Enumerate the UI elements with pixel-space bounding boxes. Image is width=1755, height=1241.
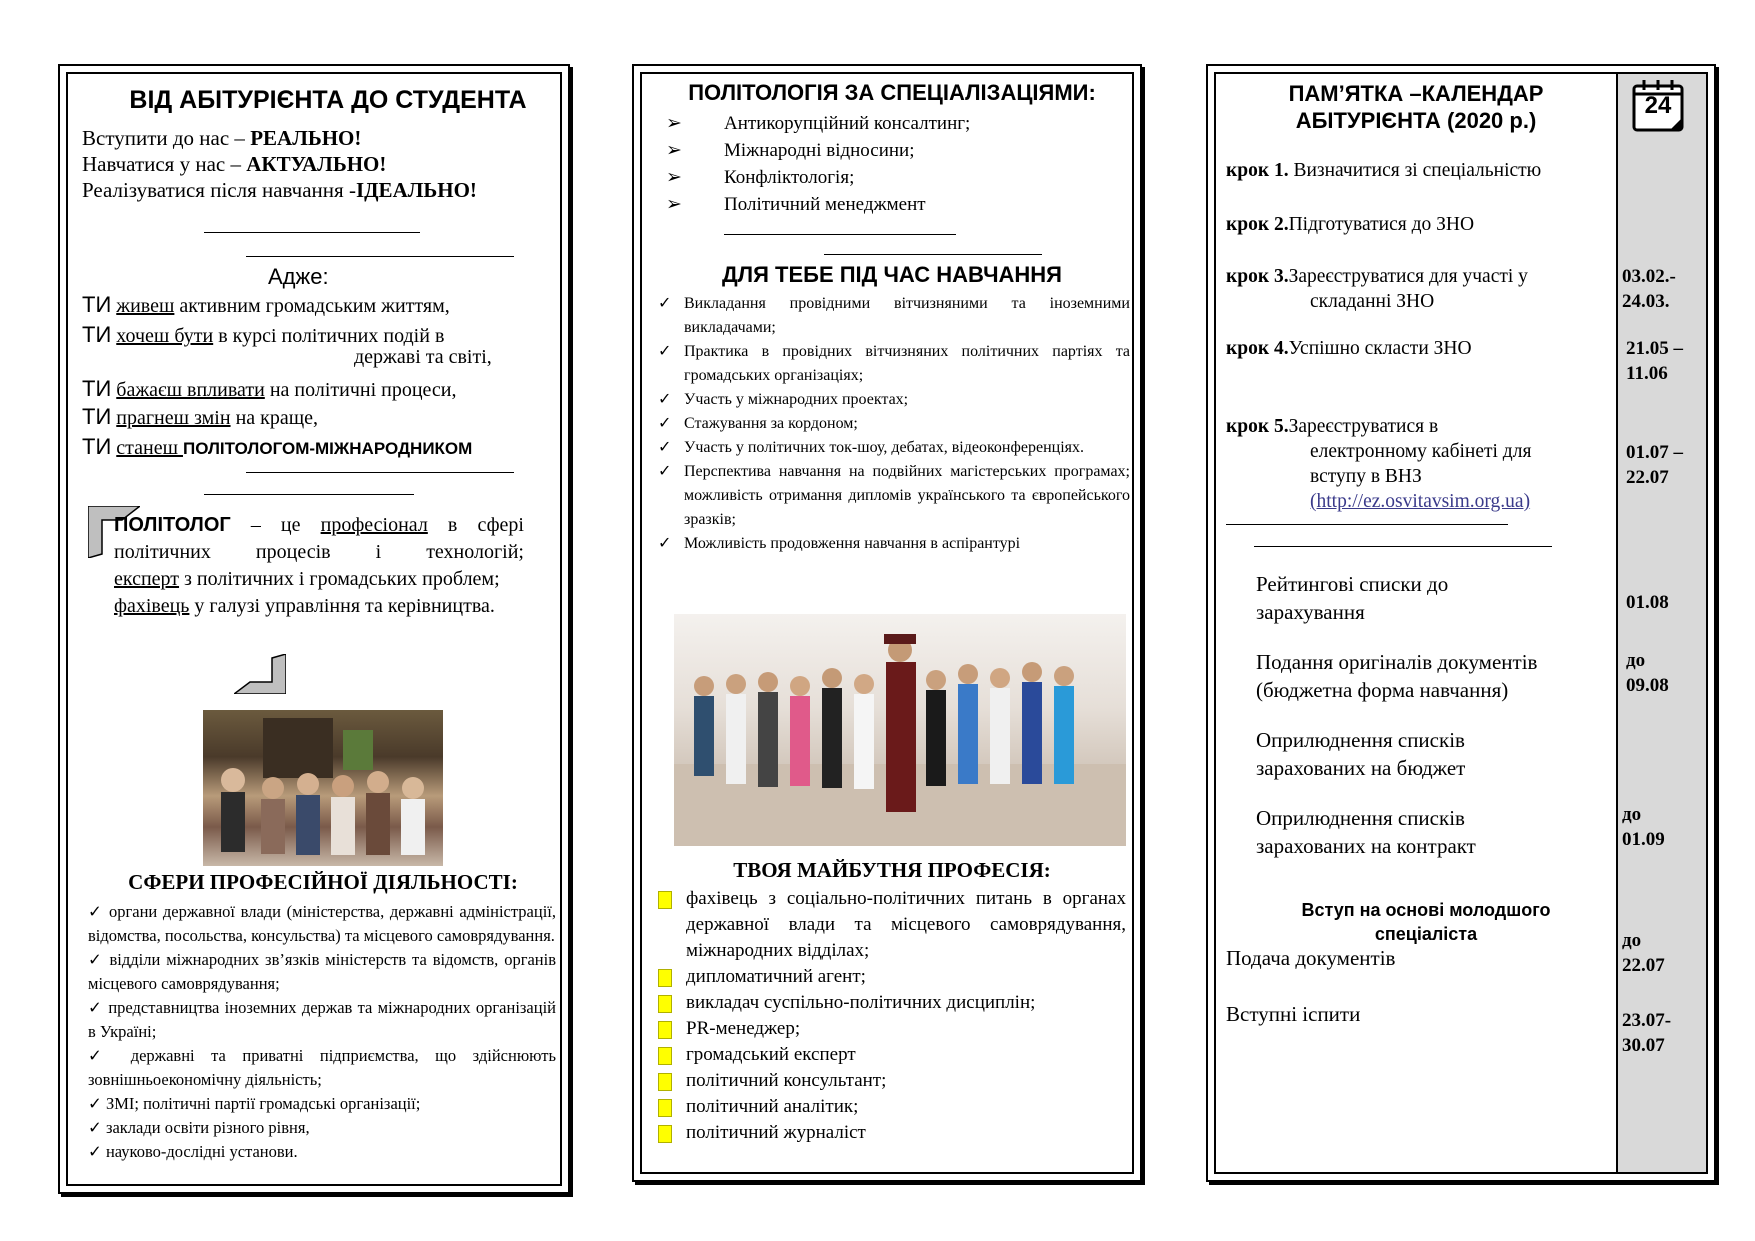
list-item-text: викладач суспільно-політичних дисциплін;: [686, 992, 1036, 1013]
date-text: до: [1626, 650, 1646, 671]
definition-line: [114, 566, 524, 593]
list-item-text: PR-менеджер;: [686, 1018, 801, 1039]
highlight-bullet-icon: [658, 1073, 672, 1091]
list-item-text: Практика в провідних вітчизняних політичних партіях та громадських організаціях;: [684, 343, 1130, 384]
ti-label: ТИ: [82, 434, 112, 459]
panel-inner-frame: [66, 72, 562, 1186]
ti-verb: станеш: [116, 437, 183, 459]
list-item-text: Конфліктологія;: [724, 167, 855, 188]
panel-title: ВІД АБІТУРІЄНТА ДО СТУДЕНТА: [129, 86, 527, 114]
step-text: Підготуватися до ЗНО: [1288, 214, 1475, 235]
ti-row: [82, 404, 318, 430]
date-text: 11.06: [1626, 363, 1668, 384]
date-step-4: [1626, 336, 1710, 386]
highlight-bullet-icon: [658, 1021, 672, 1039]
step-label: крок 1.: [1226, 160, 1289, 181]
calendar-day: 24: [1644, 92, 1672, 119]
list-item: [656, 1042, 1126, 1068]
ti-verb: прагнеш змін: [116, 407, 231, 429]
date-text: 24.03.: [1622, 291, 1670, 312]
list-item-text: дипломатичний агент;: [686, 966, 866, 987]
divider: [824, 254, 1042, 255]
list-item: [654, 532, 1130, 556]
step-1: [1226, 158, 1606, 183]
list-item: [654, 460, 1130, 532]
definition-text: з політичних і громадських проблем;: [179, 568, 500, 590]
step-line: [1226, 414, 1606, 439]
ti-verb: бажаєш впливати: [116, 379, 265, 401]
ti-row: [82, 322, 444, 348]
step-text: Успішно скласти ЗНО: [1288, 338, 1472, 359]
ti-row: [82, 434, 472, 460]
step-line: [1226, 264, 1606, 289]
check-icon: ✓: [658, 463, 672, 480]
highlight-bullet-icon: [658, 969, 672, 987]
adzhe-label: Адже:: [268, 264, 329, 289]
definition-underlined: фахівець: [114, 595, 190, 617]
list-item-text: Перспектива навчання на подвійних магістерських програмах; можливість отримання дипломів українського та європейського зразків;: [684, 463, 1130, 528]
list-item-text: громадський експерт: [686, 1044, 856, 1065]
date-entrance-exams: [1622, 1008, 1706, 1058]
list-item: [656, 1094, 1126, 1120]
photo-placeholder-icon: [203, 710, 443, 866]
date-text: 21.05 –: [1626, 338, 1683, 359]
slogan-line: [82, 126, 361, 151]
definition-text: в сфері політичних процесів і технологій;: [114, 514, 524, 563]
spheres-list: [88, 900, 556, 1164]
check-icon: ✓: [658, 415, 672, 432]
check-icon: ✓: [658, 295, 672, 312]
list-item: [654, 340, 1130, 388]
ti-row-continuation: державі та світі,: [354, 346, 492, 368]
junior-specialist-title: [1256, 898, 1596, 946]
study-title: ДЛЯ ТЕБЕ ПІД ЧАС НАВЧАННЯ: [721, 262, 1062, 287]
list-item: [656, 886, 1126, 964]
highlight-bullet-icon: [658, 1047, 672, 1065]
arrow-bullet-icon: ➢: [666, 113, 682, 134]
list-item-text: Антикорупційний консалтинг;: [724, 113, 971, 134]
date-text: 09.08: [1626, 675, 1669, 696]
panel-specializations: [632, 64, 1142, 1182]
step-text: Визначитися зі спеціальністю: [1288, 160, 1542, 181]
list-item: ✓ державні та приватні підприємства, що здійснюють зовнішньоекономічну діяльність;: [88, 1046, 556, 1089]
specializations-list: [666, 110, 970, 218]
list-item: [656, 990, 1126, 1016]
date-rating: 01.08: [1626, 592, 1669, 613]
event-text: Оприлюднення списків: [1256, 806, 1465, 830]
slogan-emphasis: ІДЕАЛЬНО!: [355, 178, 477, 202]
divider: [204, 494, 414, 495]
ti-label: ТИ: [82, 376, 112, 401]
divider: [724, 234, 956, 235]
list-item: [656, 1016, 1126, 1042]
step-5: [1226, 414, 1606, 514]
event-budget-lists: [1256, 726, 1606, 782]
date-text: 01.07 –: [1626, 442, 1683, 463]
definition-text: – це: [230, 514, 321, 536]
highlight-bullet-icon: [658, 1099, 672, 1117]
list-item: [656, 1120, 1126, 1146]
divider: [1254, 546, 1552, 547]
step-text: Зареєструватися в: [1288, 416, 1439, 437]
event-text: Рейтингові списки до: [1256, 572, 1449, 596]
step-text: вступу в ВНЗ: [1310, 466, 1422, 487]
definition-underlined: експерт: [114, 568, 180, 590]
ti-row: [82, 376, 457, 402]
list-item-text: Участь у міжнародних проектах;: [684, 391, 909, 408]
date-text: 22.07: [1622, 955, 1665, 976]
step-3: [1226, 264, 1606, 314]
step-4: [1226, 336, 1606, 361]
event-submit-docs: Подача документів: [1226, 946, 1396, 970]
arrow-bullet-icon: ➢: [666, 140, 682, 161]
arrow-bullet-icon: ➢: [666, 194, 682, 215]
list-item: [656, 964, 1126, 990]
list-item-text: фахівець з соціально-політичних питань в органах державної влади та місцевого самоврядування, міжнародних відділах;: [686, 888, 1126, 961]
faculty-group-photo: [674, 614, 1126, 846]
panel-from-applicant-to-student: [58, 64, 570, 1194]
ti-text: на краще,: [230, 407, 319, 429]
ti-label: ТИ: [82, 404, 112, 429]
date-originals: [1626, 648, 1710, 698]
highlight-bullet-icon: [658, 995, 672, 1013]
date-step-3: [1622, 264, 1706, 314]
check-icon: ✓: [658, 343, 672, 360]
slogan-emphasis: АКТУАЛЬНО!: [246, 152, 387, 176]
step-label: крок 2.: [1226, 214, 1289, 235]
list-item: ✓ представництва іноземних держав та міжнародних організацій в Україні;: [88, 998, 556, 1041]
definition-text: у галузі управління та керівництва.: [189, 595, 495, 617]
arrow-bullet-icon: ➢: [666, 167, 682, 188]
corner-decoration-icon: [234, 654, 286, 694]
check-icon: ✓: [658, 391, 672, 408]
registration-link[interactable]: (http://ez.osvitavsim.org.ua): [1310, 491, 1531, 512]
slogan-text: Навчатися у нас –: [82, 152, 247, 176]
divider: [204, 232, 420, 233]
title-line: ПАМ’ЯТКА –КАЛЕНДАР: [1288, 81, 1544, 106]
date-text: до: [1622, 930, 1642, 951]
event-text: Оприлюднення списків: [1256, 728, 1465, 752]
date-text: до: [1622, 804, 1642, 825]
title-line: АБІТУРІЄНТА (2020 р.): [1295, 108, 1537, 133]
event-text: зарахування: [1256, 600, 1365, 624]
students-group-photo: [203, 710, 443, 866]
check-icon: ✓: [658, 535, 672, 552]
ti-row: [82, 292, 450, 318]
panel-title: ПОЛІТОЛОГІЯ ЗА СПЕЦІАЛІЗАЦІЯМИ:: [688, 80, 1096, 105]
ti-label: ТИ: [82, 322, 112, 347]
divider: [246, 472, 514, 473]
list-item: ✓ ЗМІ; політичні партії громадські організації;: [88, 1094, 421, 1113]
step-label: крок 3.: [1226, 266, 1289, 287]
panel-inner-frame: [640, 72, 1134, 1174]
spheres-title: СФЕРИ ПРОФЕСІЙНОЇ ДІЯЛЬНОСТІ:: [128, 870, 518, 894]
list-item-text: політичний журналіст: [686, 1122, 866, 1143]
date-step-5: [1626, 440, 1710, 490]
event-text: зарахованих на бюджет: [1256, 756, 1466, 780]
list-item-text: Стажування за кордоном;: [684, 415, 858, 432]
ti-text: на політичні процеси,: [264, 379, 457, 401]
list-item: [654, 388, 1130, 412]
photo-placeholder-icon: [674, 614, 1126, 846]
event-contract-lists: [1256, 804, 1606, 860]
list-item: [654, 412, 1130, 436]
panel-inner-frame: [1214, 72, 1708, 1174]
date-text: 23.07-: [1622, 1010, 1672, 1031]
list-item: ✓ науково-дослідні установи.: [88, 1142, 298, 1161]
step-text: складанні ЗНО: [1310, 291, 1435, 312]
slogan-text: Реалізуватися після навчання -: [82, 178, 356, 202]
list-item: ✓ відділи міжнародних зв’язків міністерств та відомств, органів місцевого самоврядування;: [88, 950, 556, 993]
highlight-bullet-icon: [658, 891, 672, 909]
list-item: [654, 436, 1130, 460]
step-label: крок 5.: [1226, 416, 1289, 437]
date-text: 01.09: [1622, 829, 1665, 850]
list-item-text: Викладання провідними вітчизняними та іноземними викладачами;: [684, 295, 1130, 336]
study-list: [654, 292, 1130, 556]
date-text: 03.02.-: [1622, 266, 1676, 287]
event-entrance-exams: Вступні іспити: [1226, 1002, 1361, 1026]
list-item: ✓ органи державної влади (міністерства, державні адміністрації, відомства, посольства, консульства) та місцевого самоврядування.: [88, 902, 556, 945]
list-item: [666, 164, 970, 191]
divider: [246, 256, 514, 257]
list-item-text: Участь у політичних ток-шоу, дебатах, відеоконференціях.: [684, 439, 1084, 456]
slogan-text: Вступити до нас –: [82, 126, 251, 150]
list-item: [654, 292, 1130, 340]
list-item: [666, 110, 970, 137]
list-item-text: політичний аналітик;: [686, 1096, 859, 1117]
future-profession-title: ТВОЯ МАЙБУТНЯ ПРОФЕСІЯ:: [733, 858, 1051, 882]
divider: [1226, 524, 1508, 525]
ti-text: активним громадським життям,: [174, 295, 450, 317]
definition-underlined: професіонал: [320, 514, 428, 536]
ti-label: ТИ: [82, 292, 112, 317]
date-text: 30.07: [1622, 1035, 1665, 1056]
date-submit-docs: [1622, 928, 1706, 978]
highlight-bullet-icon: [658, 1125, 672, 1143]
step-label: крок 4.: [1226, 338, 1289, 359]
event-text: (бюджетна форма навчання): [1256, 678, 1509, 702]
ti-verb: живеш: [116, 295, 175, 317]
list-item-text: Політичний менеджмент: [724, 194, 926, 215]
list-item: [656, 1068, 1126, 1094]
event-text: Подання оригіналів документів: [1256, 650, 1538, 674]
list-item: ✓ заклади освіти різного рівня,: [88, 1118, 310, 1137]
step-text: електронному кабінеті для: [1310, 441, 1532, 462]
definition-line: [114, 512, 524, 566]
list-item: [666, 191, 970, 218]
panel-applicant-calendar: [1206, 64, 1716, 1182]
definition-line: [114, 593, 524, 620]
politologist-definition: [114, 512, 524, 620]
slogan-line: [82, 152, 386, 177]
step-2: [1226, 212, 1606, 237]
title-line: спеціаліста: [1374, 924, 1478, 944]
ti-verb: хочеш бути: [116, 325, 214, 347]
event-text: зарахованих на контракт: [1256, 834, 1476, 858]
ti-text: в курсі політичних подій в: [213, 325, 445, 347]
slogan-line: [82, 178, 477, 203]
step-text: Зареєструватися для участі у: [1288, 266, 1528, 287]
professions-list: [656, 886, 1126, 1146]
panel-title: [1226, 80, 1606, 134]
title-line: Вступ на основі молодшого: [1301, 900, 1551, 920]
date-contract: [1622, 802, 1706, 852]
list-item: [666, 137, 970, 164]
check-icon: ✓: [658, 439, 672, 456]
list-item-text: Міжнародні відносини;: [724, 140, 915, 161]
event-rating-lists: [1256, 570, 1606, 626]
ti-emphasis: ПОЛІТОЛОГОМ-МІЖНАРОДНИКОМ: [182, 439, 473, 458]
list-item-text: Можливість продовження навчання в аспірантурі: [684, 535, 1021, 552]
definition-term: ПОЛІТОЛОГ: [114, 514, 231, 536]
date-text: 22.07: [1626, 467, 1669, 488]
event-originals: [1256, 648, 1606, 704]
list-item-text: політичний консультант;: [686, 1070, 887, 1091]
slogan-emphasis: РЕАЛЬНО!: [250, 126, 362, 150]
